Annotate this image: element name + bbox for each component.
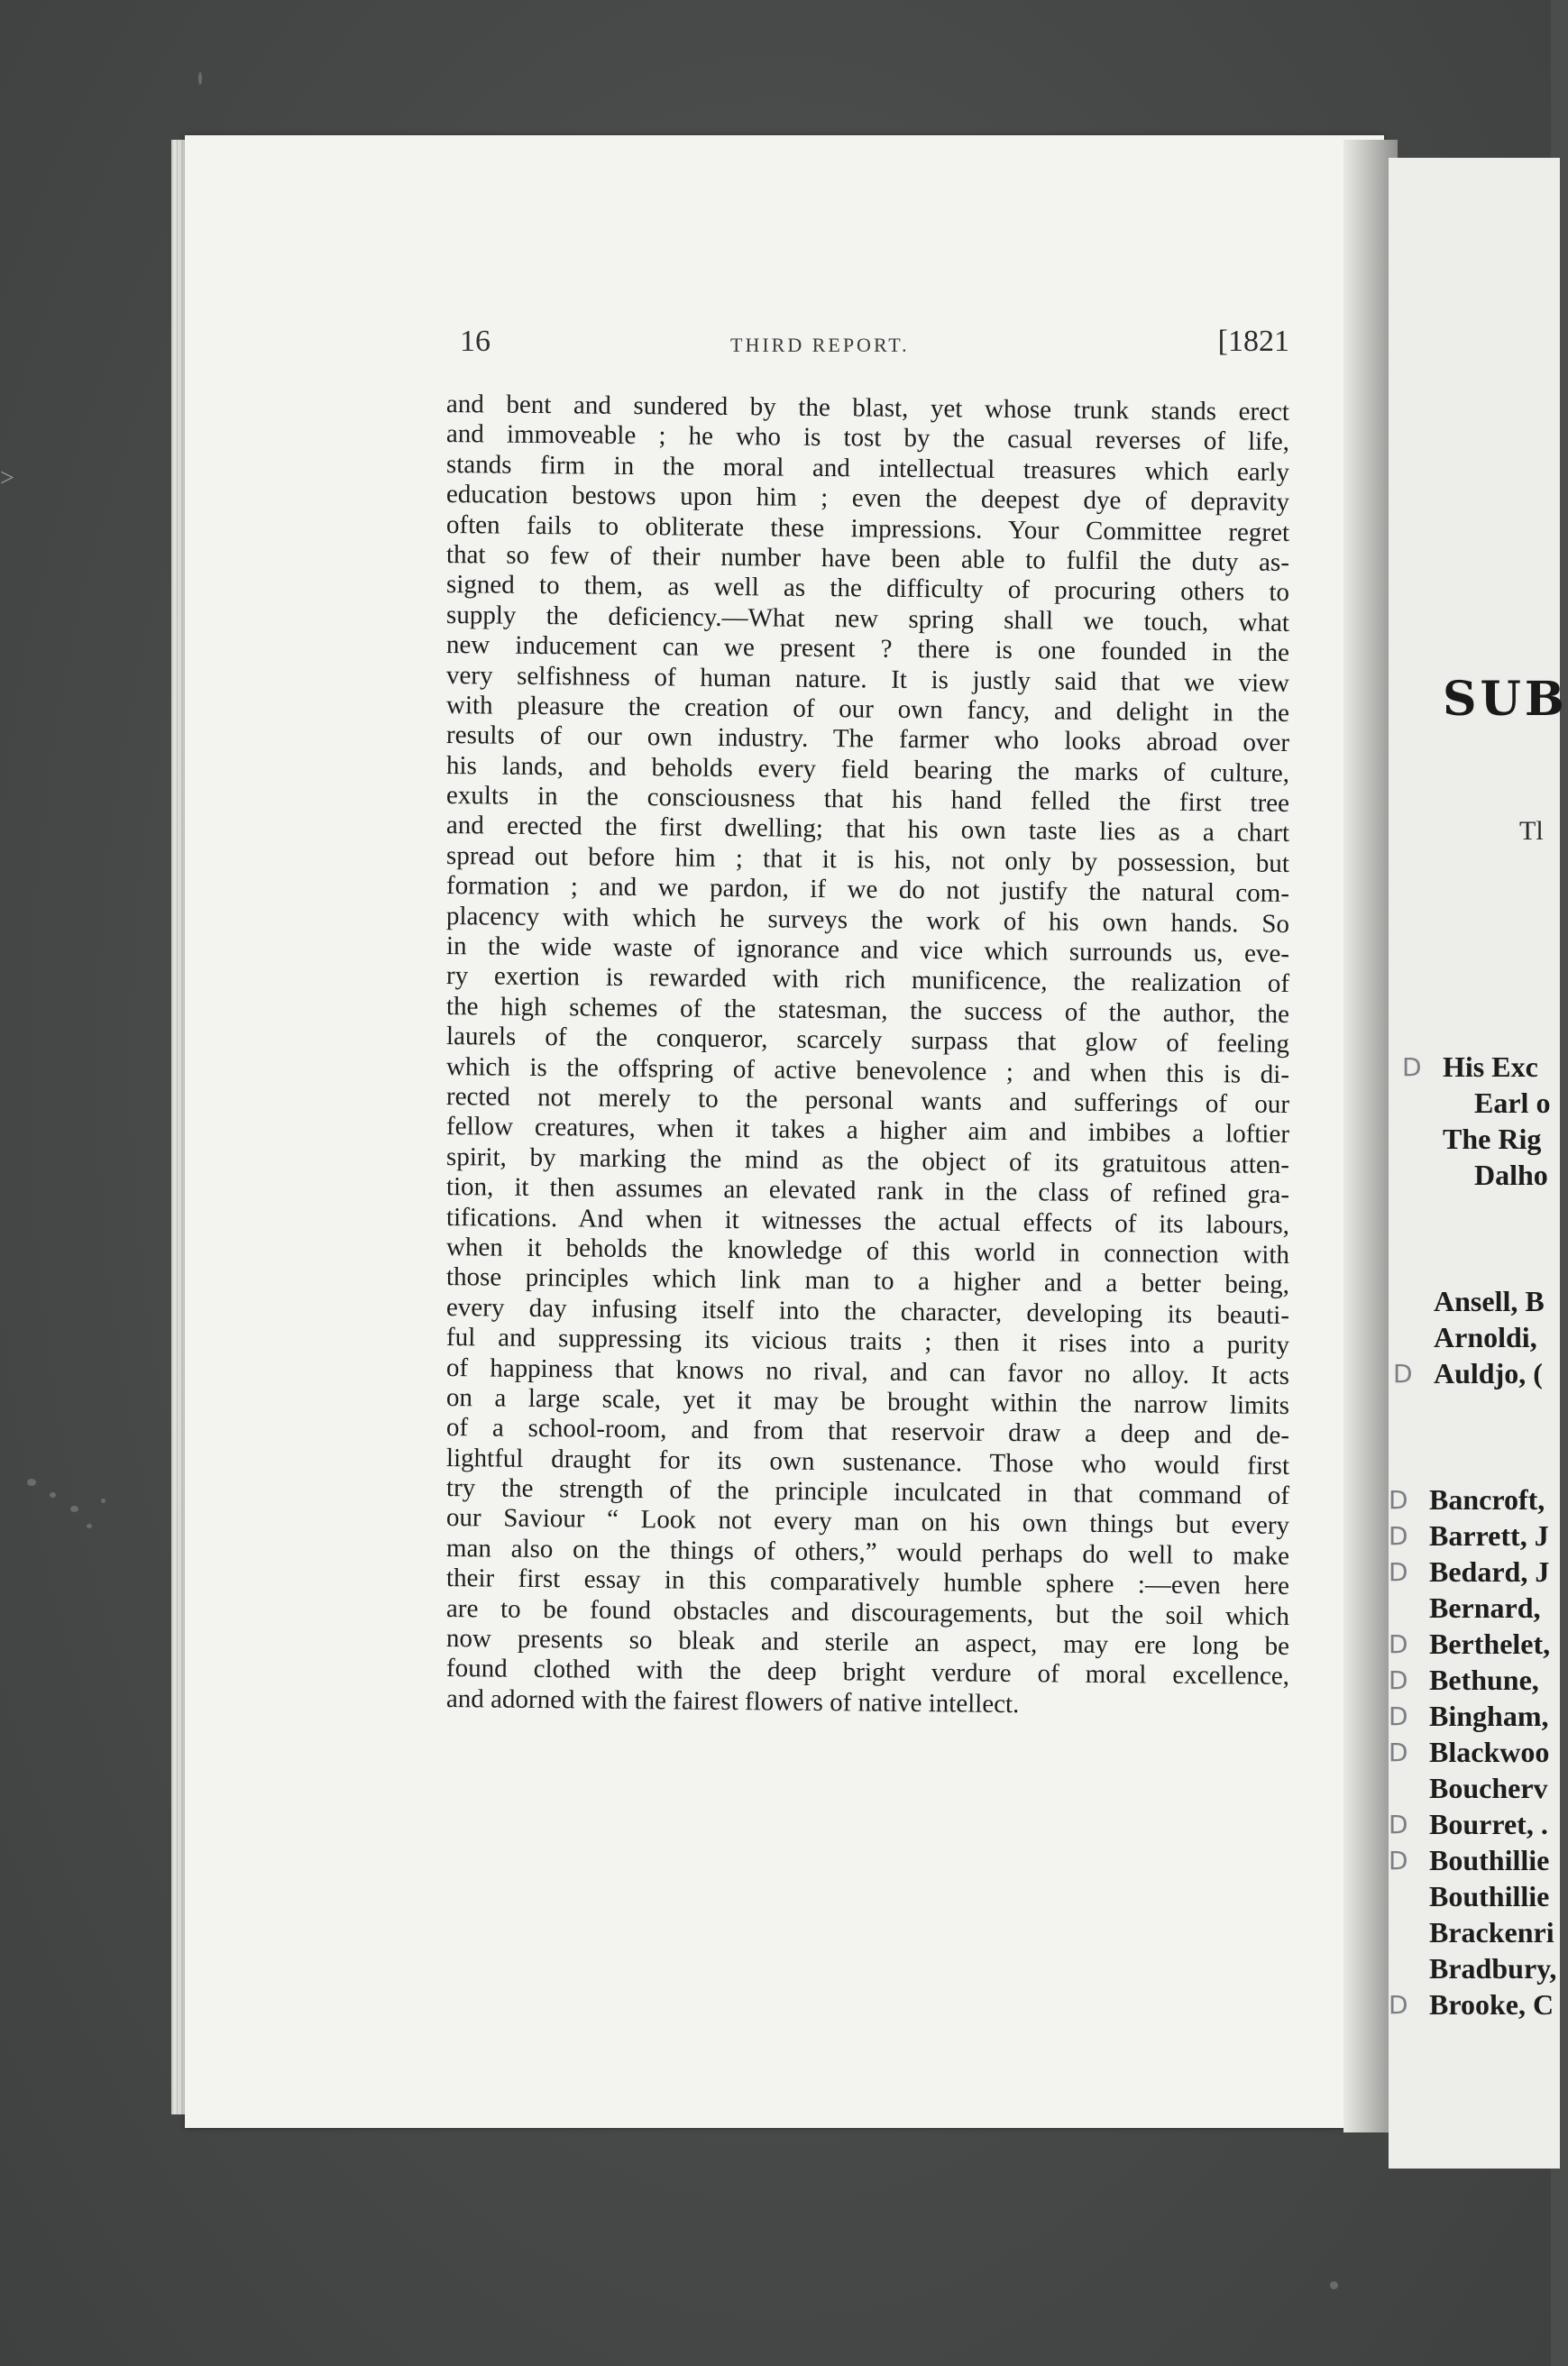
pencil-d-mark: D <box>1389 1485 1408 1515</box>
text-line: those principles which link man to a higher and a better being, <box>445 1262 1290 1300</box>
pencil-d-mark: D <box>1389 1846 1408 1875</box>
text-line: now presents so bleak and sterile an aspect, may ere long be <box>445 1624 1290 1661</box>
text-line: education bestows upon him ; even the deepest dye of depravity <box>445 480 1290 518</box>
pencil-d-mark: D <box>1402 1052 1422 1082</box>
body-text <box>445 390 1290 1719</box>
text-line: supply the deficiency.—What new spring shall we touch, what <box>445 600 1290 637</box>
margin-arrow-mark: > <box>0 464 14 492</box>
dust-speck <box>1330 2281 1338 2289</box>
text-line: and adorned with the fairest flowers of native intellect. <box>445 1683 1020 1719</box>
running-head <box>460 325 1289 370</box>
dust-speck <box>27 1479 36 1486</box>
subscriber-entry: Auldjo, ( <box>1434 1357 1543 1389</box>
subscriber-entry: Arnoldi, <box>1434 1321 1537 1353</box>
subscriber-entry: Boucherv <box>1429 1772 1548 1804</box>
text-line: ry exertion is rewarded with rich munificence, the realization of <box>445 961 1290 999</box>
pencil-d-mark: D <box>1389 1701 1408 1731</box>
running-year: [1821 <box>1217 325 1289 358</box>
pencil-d-mark: D <box>1389 1557 1408 1587</box>
text-line: man also on the things of others,” would perhaps do well to make <box>445 1533 1290 1571</box>
dust-speck <box>87 1524 92 1528</box>
dust-speck <box>198 72 202 85</box>
text-line: formation ; and we pardon, if we do not justify the natural com- <box>445 871 1290 909</box>
text-line: and bent and sundered by the blast, yet whose trunk stands erect <box>445 390 1290 426</box>
subscriber-entry: Bourret, . <box>1429 1808 1548 1840</box>
subscriber-entry: Brackenri <box>1429 1916 1554 1949</box>
subscriber-entry: Bancroft, <box>1429 1483 1545 1516</box>
text-line: signed to them, as well as the difficulty of procuring others to <box>445 570 1290 608</box>
text-line: that so few of their number have been able to fulfil the duty as- <box>445 539 1290 577</box>
pencil-d-mark: D <box>1393 1359 1413 1389</box>
subscriber-entry: His Exc <box>1443 1050 1538 1083</box>
right-page-subheading: Tl <box>1519 816 1544 846</box>
text-line: of a school-room, and from that reservoir draw a deep and de- <box>445 1413 1290 1451</box>
subscriber-entry: Dalho <box>1474 1159 1548 1191</box>
subscriber-entry: Blackwoo <box>1429 1736 1550 1768</box>
text-line: stands firm in the moral and intellectual treasures which early <box>445 449 1290 487</box>
text-line: his lands, and beholds every field bearing the marks of culture, <box>445 750 1290 788</box>
subscriber-entry: Bradbury, <box>1429 1952 1557 1985</box>
subscriber-entry: Brooke, C <box>1429 1988 1554 2021</box>
dust-speck <box>101 1499 105 1503</box>
text-line: on a large scale, yet it may be brought within the narrow limits <box>445 1382 1290 1420</box>
pencil-d-mark: D <box>1389 1738 1408 1767</box>
right-page-heading: SUB <box>1443 672 1568 727</box>
pencil-d-mark: D <box>1389 1810 1408 1839</box>
text-line: fellow creatures, when it takes a higher aim and imbibes a loftier <box>445 1112 1290 1150</box>
text-line: spirit, by marking the mind as the object of its gratuitous atten- <box>445 1142 1290 1179</box>
subscriber-entry: Barrett, J <box>1429 1519 1549 1552</box>
text-line: spread out before him ; that it is his, not only by possession, but <box>445 840 1290 878</box>
text-line: try the strength of the principle inculcated in that command of <box>445 1473 1290 1511</box>
text-line: with pleasure the creation of our own fancy, and delight in the <box>445 690 1290 728</box>
text-line: tion, it then assumes an elevated rank in the class of refined gra- <box>445 1172 1290 1210</box>
text-line: their first essay in this comparatively humble sphere :—even here <box>445 1564 1290 1601</box>
subscriber-entry: The Rig <box>1443 1123 1542 1155</box>
running-title: THIRD REPORT. <box>730 334 910 356</box>
text-line: which is the offspring of active benevolence ; and when this is di- <box>445 1051 1290 1089</box>
dust-speck <box>50 1492 56 1498</box>
text-line: of happiness that knows no rival, and can favor no alloy. It acts <box>445 1353 1290 1390</box>
text-line: placency with which he surveys the work of his own hands. So <box>445 901 1290 939</box>
subscriber-entry: Earl o <box>1474 1087 1551 1119</box>
pencil-d-mark: D <box>1389 1990 1408 2020</box>
text-line: rected not merely to the personal wants and sufferings of our <box>445 1081 1290 1119</box>
text-line: are to be found obstacles and discouragements, but the soil which <box>445 1593 1290 1631</box>
subscriber-entry: Bingham, <box>1429 1700 1549 1732</box>
subscriber-entry: Bedard, J <box>1429 1555 1550 1588</box>
subscriber-entry: Bethune, <box>1429 1664 1539 1696</box>
pencil-d-mark: D <box>1389 1629 1408 1659</box>
text-line: and erected the first dwelling; that his own taste lies as a chart <box>445 811 1290 848</box>
text-line: very selfishness of human nature. It is justly said that we view <box>445 660 1290 698</box>
subscriber-entry: Berthelet, <box>1429 1628 1551 1660</box>
text-line: in the wide waste of ignorance and vice which surrounds us, eve- <box>445 931 1290 969</box>
subscriber-entry: Bouthillie <box>1429 1880 1550 1912</box>
text-line: when it beholds the knowledge of this world in connection with <box>445 1232 1290 1270</box>
subscriber-entry: Bouthillie <box>1429 1844 1550 1876</box>
page-number: 16 <box>460 325 491 358</box>
subscriber-entry: Bernard, <box>1429 1591 1541 1624</box>
text-line: and immoveable ; he who is tost by the casual reverses of life, <box>445 419 1290 457</box>
text-line: results of our own industry. The farmer who looks abroad over <box>445 720 1290 758</box>
text-line: exults in the consciousness that his hand felled the first tree <box>445 781 1290 819</box>
text-line: new inducement can we present ? there is one founded in the <box>445 630 1290 668</box>
pencil-d-mark: D <box>1389 1665 1408 1695</box>
text-line: laurels of the conqueror, scarcely surpass that glow of feeling <box>445 1022 1290 1059</box>
pencil-d-mark: D <box>1389 1521 1408 1551</box>
text-line: found clothed with the deep bright verdure of moral excellence, <box>445 1654 1290 1692</box>
text-line: ful and suppressing its vicious traits ; then it rises into a purity <box>445 1323 1290 1361</box>
text-line: often fails to obliterate these impressions. Your Committee regret <box>445 509 1290 547</box>
text-line: our Saviour “ Look not every man on his own things but every <box>445 1503 1290 1541</box>
subscriber-entry: Ansell, B <box>1434 1285 1545 1317</box>
dust-speck <box>70 1506 78 1512</box>
text-line: the high schemes of the statesman, the success of the author, the <box>445 991 1290 1029</box>
text-line: tifications. And when it witnesses the actual effects of its labours, <box>445 1202 1290 1240</box>
text-line: lightful draught for its own sustenance. Those who would first <box>445 1443 1290 1481</box>
text-line: every day infusing itself into the character, developing its beauti- <box>445 1292 1290 1330</box>
